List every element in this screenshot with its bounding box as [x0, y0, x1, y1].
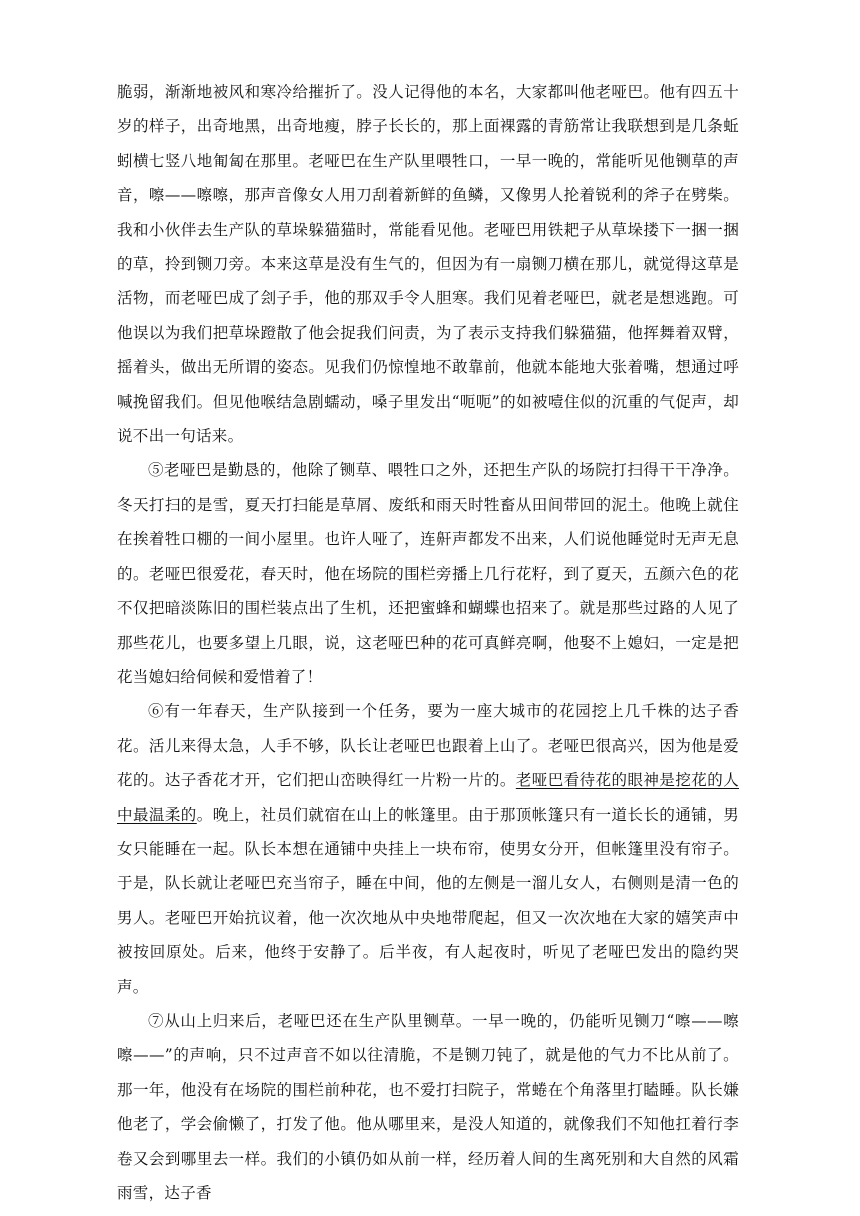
- text-segment: 脆弱，渐渐地被风和寒冷给摧折了。没人记得他的本名，大家都叫他老哑巴。他有四五十岁的样子，出奇地黑，出奇地瘦，脖子长长的，那上面裸露的青筋常让我联想到是几条蚯蚓横七竖八地匍匐在那里。老哑巴在生产队里喂牲口，一早一晚的，常能听见他铡草的声音，嚓——嚓嚓，那声音像女人用刀刮着新鲜的鱼鳞，又像男人抡着锐利的斧子在劈柴。我和小伙伴去生产队的草垛躲猫猫时，常能看见他。老哑巴用铁耙子从草垛搂下一捆一捆的草，拎到铡刀旁。本来这草是没有生气的，但因为有一扇铡刀横在那儿，就觉得这草是活物，而老哑巴成了刽子手，他的那双手令人胆寒。我们见着老哑巴，就老是想逃跑。可他误以为我们把草垛蹬散了他会捉我们问责，为了表示支持我们躲猫猫，他挥舞着双臂，摇着头，做出无所谓的姿态。见我们仍惊惶地不敢靠前，他就本能地大张着嘴，想通过呼喊挽留我们。但见他喉结急剧蠕动，嗓子里发出“呃呃”的如被噎住似的沉重的气促声，却说不出一句话来。: [117, 83, 739, 446]
- text-segment: ⑦从山上归来后，老哑巴还在生产队里铡草。一早一晚的，仍能听见铡刀“嚓——嚓嚓——”的声响，只不过声音不如以往清脆，不是铡刀钝了，就是他的气力不比从前了。那一年，他没有在场院的围栏前种花，也不爱打扫院子，常蜷在个角落里打瞌睡。队长嫌他老了，学会偷懒了，打发了他。他从哪里来，是没人知道的，就像我们不知他扛着行李卷又会到哪里去一样。我们的小镇仍如从前一样，经历着人间的生离死别和大自然的风霜雨雪，达子香: [117, 1011, 739, 1202]
- paragraph-4-continued: [117, 75, 739, 453]
- paragraph-5: [117, 453, 739, 694]
- underlined-sentence: 老哑巴看待花的眼神是挖花的人中最温柔的: [117, 771, 739, 824]
- text-segment: ⑤老哑巴是勤恳的，他除了铡草、喂牲口之外，还把生产队的场院打扫得干干净净。冬天打扫的是雪，夏天打扫能是草屑、废纸和雨天时牲畜从田间带回的泥土。他晚上就住在挨着牲口棚的一间小屋里。也许人哑了，连鼾声都发不出来，人们说他睡觉时无声无息的。老哑巴很爱花，春天时，他在场院的围栏旁播上几行花籽，到了夏天，五颜六色的花不仅把暗淡陈旧的围栏装点出了生机，还把蜜蜂和蝴蝶也招来了。就是那些过路的人见了那些花儿，也要多望上几眼，说，这老哑巴种的花可真鲜亮啊，他娶不上媳妇，一定是把花当媳妇给伺候和爱惜着了！: [117, 461, 739, 686]
- text-segment: ⑥有一年春天，生产队接到一个任务，要为一座大城市的花园挖上几千株的达子香花。活儿来得太急，人手不够，队长让老哑巴也跟着上山了。老哑巴很高兴，因为他是爱花的。达子香花才开，它们把山峦映得红一片粉一片的。: [117, 702, 739, 790]
- paragraph-7: [117, 1004, 739, 1210]
- document-page: [117, 75, 739, 1210]
- text-segment: 。晚上，社员们就宿在山上的帐篷里。由于那顶帐篷只有一道长长的通铺，男女只能睡在一起。队长本想在通铺中央挂上一块布帘，使男女分开，但帐篷里没有帘子。于是，队长就让老哑巴充当帘子，睡在中间，他的左侧是一溜儿女人，右侧则是清一色的男人。老哑巴开始抗议着，他一次次地从中央地带爬起，但又一次次地在大家的嬉笑声中被按回原处。后来，他终于安静了。后半夜，有人起夜时，听见了老哑巴发出的隐约哭声。: [117, 805, 739, 996]
- paragraph-6: [117, 694, 739, 1004]
